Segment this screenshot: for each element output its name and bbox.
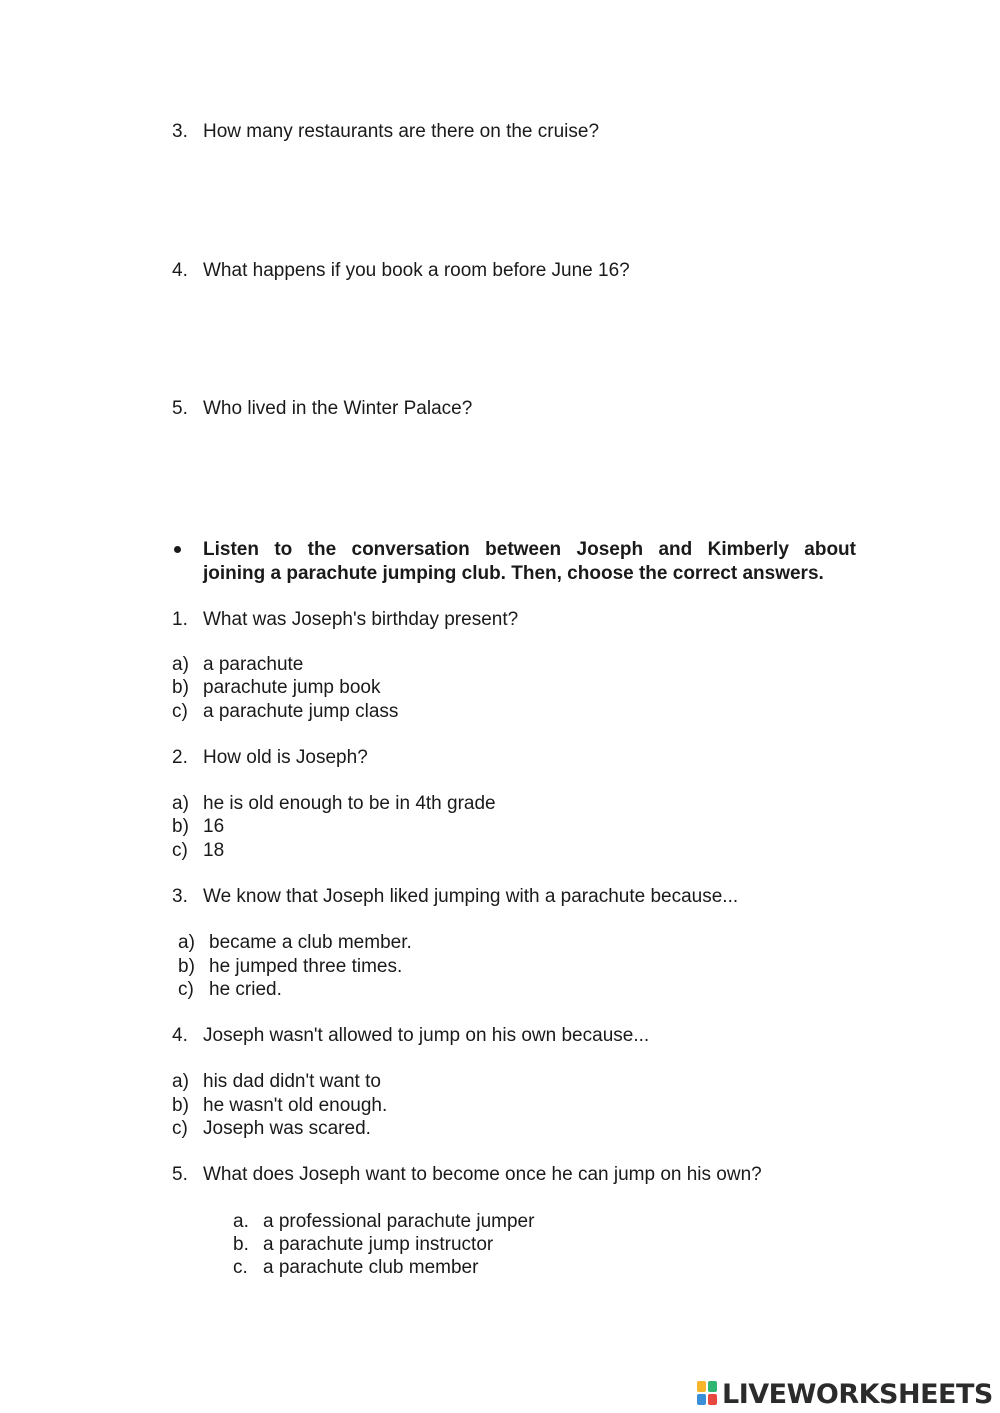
instruction-line-1: Listen to the conversation between Joseph and Kimberly about <box>203 539 856 560</box>
option-b[interactable]: he wasn't old enough. <box>203 1095 388 1116</box>
option-a[interactable]: a professional parachute jumper <box>263 1211 535 1232</box>
option-b[interactable]: parachute jump book <box>203 677 381 698</box>
option-c[interactable]: Joseph was scared. <box>203 1118 371 1139</box>
option-letter: c) <box>178 979 194 1000</box>
option-b[interactable]: 16 <box>203 816 225 837</box>
option-c[interactable]: a parachute jump class <box>203 701 399 722</box>
option-letter: a. <box>233 1211 249 1232</box>
instruction-line-2: joining a parachute jumping club. Then, choose the correct answers. <box>203 563 824 584</box>
question-number: 3. <box>172 121 188 142</box>
liveworksheets-logo-icon <box>697 1381 719 1407</box>
option-c[interactable]: a parachute club member <box>263 1257 479 1278</box>
option-a[interactable]: he is old enough to be in 4th grade <box>203 793 496 814</box>
option-letter: b) <box>178 956 195 977</box>
question-text: What was Joseph's birthday present? <box>203 609 519 630</box>
bullet-icon <box>174 546 181 553</box>
option-letter: a) <box>172 1071 189 1092</box>
option-b[interactable]: he jumped three times. <box>209 956 403 977</box>
question-text: How many restaurants are there on the cruise? <box>203 121 600 142</box>
option-letter: a) <box>172 793 189 814</box>
option-c[interactable]: he cried. <box>209 979 282 1000</box>
option-a[interactable]: became a club member. <box>209 932 412 953</box>
option-a[interactable]: his dad didn't want to <box>203 1071 381 1092</box>
option-letter: c) <box>172 840 188 861</box>
question-number: 4. <box>172 260 188 281</box>
option-letter: c) <box>172 1118 188 1139</box>
question-text: What happens if you book a room before June 16? <box>203 260 630 281</box>
question-text: Joseph wasn't allowed to jump on his own because... <box>203 1025 650 1046</box>
question-text: What does Joseph want to become once he can jump on his own? <box>203 1164 762 1185</box>
question-text: Who lived in the Winter Palace? <box>203 398 473 419</box>
question-number: 5. <box>172 1164 188 1185</box>
option-letter: b. <box>233 1234 249 1255</box>
question-number: 5. <box>172 398 188 419</box>
option-letter: c. <box>233 1257 248 1278</box>
option-letter: a) <box>172 654 189 675</box>
question-text: We know that Joseph liked jumping with a parachute because... <box>203 886 739 907</box>
option-letter: c) <box>172 701 188 722</box>
option-c[interactable]: 18 <box>203 840 225 861</box>
option-letter: a) <box>178 932 195 953</box>
question-number: 2. <box>172 747 188 768</box>
question-number: 4. <box>172 1025 188 1046</box>
option-letter: b) <box>172 1095 189 1116</box>
question-number: 1. <box>172 609 188 630</box>
option-b[interactable]: a parachute jump instructor <box>263 1234 494 1255</box>
logo-text: LIVEWORKSHEETS <box>722 1378 993 1410</box>
liveworksheets-logo[interactable] <box>697 1379 993 1409</box>
question-text: How old is Joseph? <box>203 747 368 768</box>
option-a[interactable]: a parachute <box>203 654 304 675</box>
question-number: 3. <box>172 886 188 907</box>
option-letter: b) <box>172 816 189 837</box>
option-letter: b) <box>172 677 189 698</box>
